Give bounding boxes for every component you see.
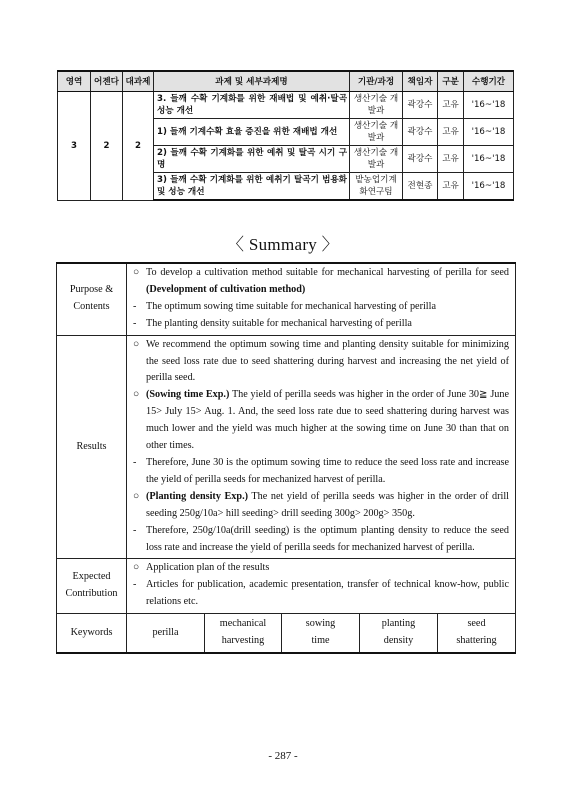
area-cell: 3 [58, 92, 91, 201]
expected-item [133, 560, 509, 577]
keyword-text: density [383, 635, 414, 647]
keyword-text: time [311, 635, 330, 647]
header-agenda: 어젠다 [91, 71, 123, 92]
results-subitem-text: Therefore, June 30 is the optimum sowing time to reduce the seed loss rate and increase the yield of perilla seeds for mechanized harvest of perilla. [146, 456, 509, 485]
results-item [133, 337, 509, 388]
purpose-label-line1: Purpose & [69, 284, 114, 296]
results-subitem [133, 523, 509, 557]
task-name-cell: 3. 들깨 수확 기계화를 위한 재배법 및 예취·탈곡 성능 개선 [154, 92, 350, 119]
dash-bullet-icon: - [133, 456, 137, 468]
type-cell: 고유 [438, 173, 464, 201]
manager-cell: 전현종 [403, 173, 438, 201]
keyword-text: sowing [305, 618, 336, 630]
results-item-text: The net yield of perilla seeds was higher in the order of drill seeding 250g/10a> hill seeding> drill seeding 300g> 200g> 350g. [146, 490, 509, 519]
period-cell: '16~'18 [464, 119, 514, 146]
table-row [58, 92, 514, 119]
results-item [133, 387, 509, 455]
period-cell: '16~'18 [464, 146, 514, 173]
period-cell: '16~'18 [464, 92, 514, 119]
keyword-text: harvesting [221, 635, 265, 647]
dash-bullet-icon: - [133, 579, 137, 591]
org-cell: 생산기술 개발과 [350, 119, 403, 146]
manager-cell: 곽강수 [403, 146, 438, 173]
header-org: 기관/과정 [350, 71, 403, 92]
keyword-text: shattering [456, 635, 497, 647]
org-cell: 밭농업기계 화연구팀 [350, 173, 403, 201]
header-manager: 책임자 [403, 71, 438, 92]
header-task-name: 과제 및 세부과제명 [154, 71, 350, 92]
purpose-row [57, 263, 516, 335]
dash-bullet-icon: - [133, 524, 137, 536]
purpose-subitem-text: The optimum sowing time suitable for mechanical harvesting of perilla [146, 300, 436, 312]
expected-subitem [133, 577, 509, 611]
results-subitem-text: Therefore, 250g/10a(drill seeding) is the optimum planting density to reduce the seed loss rate and increase the yield of perilla seeds for mechanized harvest of perilla. [146, 524, 509, 553]
summary-table [56, 262, 516, 654]
purpose-item-text: To develop a cultivation method suitable for mechanical harvesting of perilla for seed [146, 267, 509, 278]
header-area: 영역 [58, 71, 91, 92]
results-subitem [133, 455, 509, 489]
task-name-cell: 2) 들깨 수확 기계화를 위한 예취 및 탈곡 시기 구명 [154, 146, 350, 173]
results-item-text: We recommend the optimum sowing time and planting density suitable for minimizing the seed loss rate due to seed shattering during harvest and increasing the net yield of perilla seed. [146, 338, 509, 384]
circle-bullet-icon: ○ [133, 490, 140, 502]
agenda-cell: 2 [91, 92, 123, 201]
keyword-cell [360, 614, 438, 653]
expected-label [57, 559, 127, 614]
purpose-item-bold: (Development of cultivation method) [146, 283, 306, 295]
sowing-time-exp-heading: (Sowing time Exp.) [146, 389, 230, 401]
header-period: 수행기간 [464, 71, 514, 92]
circle-bullet-icon: ○ [133, 562, 140, 574]
keyword-cell [438, 614, 516, 653]
purpose-label [57, 263, 127, 335]
planting-density-exp-heading: (Planting density Exp.) [146, 490, 249, 502]
dash-bullet-icon: - [133, 300, 137, 312]
type-cell: 고유 [438, 92, 464, 119]
keyword-text: planting [381, 618, 416, 630]
type-cell: 고유 [438, 146, 464, 173]
org-cell: 생산기술 개발과 [350, 92, 403, 119]
keyword-cell [282, 614, 360, 653]
purpose-item [133, 265, 509, 299]
header-type: 구분 [438, 71, 464, 92]
major-task-cell: 2 [123, 92, 154, 201]
keyword-cell [127, 614, 205, 653]
purpose-label-line2: Contents [73, 301, 110, 313]
results-item [133, 489, 509, 523]
task-name-cell: 3) 들깨 수확 기계화를 위한 예취기 탈곡기 범용화 및 성능 개선 [154, 173, 350, 201]
results-row [57, 335, 516, 559]
task-name-cell: 1) 들깨 기계수확 효율 증진을 위한 재배법 개선 [154, 119, 350, 146]
results-item-text: The yield of perilla seeds was higher in the order of June 30≧ June 15> July 15> Aug. 1. And, the seed loss rate due to seed shattering during harvest was much lower and the yield was much higher at the sowing time on June 30 than that on other times. [146, 389, 509, 452]
results-label: Results [57, 335, 127, 559]
period-cell: '16~'18 [464, 173, 514, 201]
header-major-task: 대과제 [123, 71, 154, 92]
keywords-label: Keywords [57, 614, 127, 653]
expected-label-line1: Expected [72, 571, 111, 583]
expected-subitem-text: Articles for publication, academic presentation, transfer of technical know-how, public relations etc. [146, 579, 509, 608]
org-cell: 생산기술 개발과 [350, 146, 403, 173]
expected-row [57, 559, 516, 614]
expected-item-text: Application plan of the results [146, 562, 270, 574]
expected-label-line2: Contribution [65, 588, 118, 600]
keyword-text: mechanical [219, 618, 267, 630]
circle-bullet-icon: ○ [133, 389, 140, 401]
keyword-text: perilla [152, 626, 179, 638]
manager-cell: 곽강수 [403, 119, 438, 146]
dash-bullet-icon: - [133, 317, 137, 329]
expected-content [127, 559, 516, 614]
manager-cell: 곽강수 [403, 92, 438, 119]
results-content [127, 335, 516, 559]
project-table-header [58, 71, 514, 92]
circle-bullet-icon: ○ [133, 338, 140, 350]
keywords-row [57, 614, 516, 653]
purpose-content [127, 263, 516, 335]
purpose-subitem [133, 299, 509, 316]
circle-bullet-icon: ○ [133, 267, 140, 278]
summary-title: 〈 Summary 〉 [227, 235, 339, 254]
purpose-subitem-text: The planting density suitable for mechanical harvesting of perilla [146, 317, 412, 329]
keyword-text: seed [467, 618, 486, 630]
type-cell: 고유 [438, 119, 464, 146]
page-number: - 287 - [268, 750, 298, 762]
project-table [57, 70, 514, 201]
purpose-subitem [133, 316, 509, 333]
keyword-cell [205, 614, 282, 653]
